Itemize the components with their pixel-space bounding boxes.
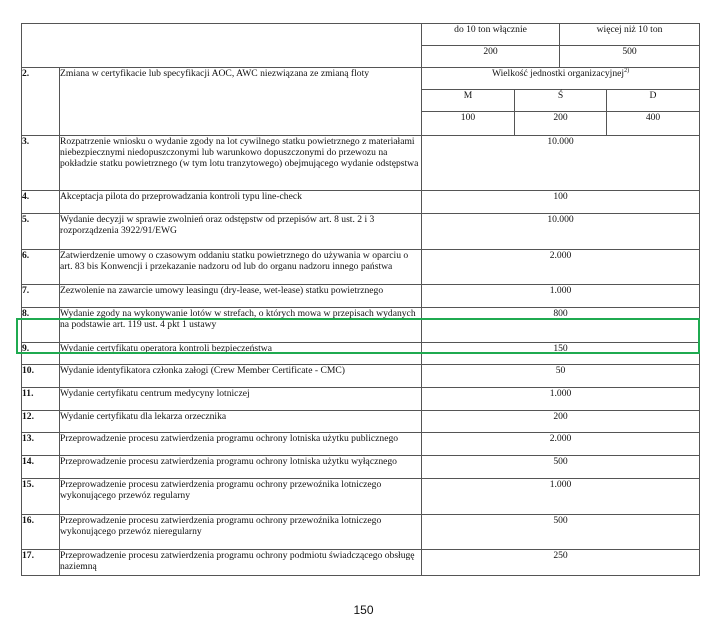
row-description: Rozpatrzenie wniosku o wydanie zgody na lot cywilnego statku powietrznego z materiałami niebezpiecznymi niedopuszczonymi lub warunkowo dopuszczonymi do przewozu na pokładzie statku powietrznego (w tym lotu tranzytowego) obejmującego wydanie odstępstwa (60, 136, 422, 191)
row-description: Zezwolenie na zawarcie umowy leasingu (dry-lease, wet-lease) statku powietrznego (60, 285, 422, 308)
table-row (22, 343, 700, 365)
row-number: 2. (22, 68, 60, 136)
table-row (22, 365, 700, 388)
row-description: Wydanie decyzji w sprawie zwolnień oraz odstępstw od przepisów art. 8 ust. 2 i 3 rozporządzenia 3922/91/EWG (60, 214, 422, 250)
weight-class-a-label: do 10 ton włącznie (422, 24, 560, 46)
row-fee: 500 (422, 456, 700, 479)
row-number: 14. (22, 456, 60, 479)
row-fee: 100 (422, 191, 700, 214)
row-description: Wydanie certyfikatu dla lekarza orzecznika (60, 411, 422, 433)
row-description: Zmiana w certyfikacie lub specyfikacji AOC, AWC niezwiązana ze zmianą floty (60, 68, 422, 136)
row-description: Wydanie identyfikatora członka załogi (Crew Member Certificate - CMC) (60, 365, 422, 388)
row-fee: 2.000 (422, 433, 700, 456)
unit-size-s-value: 200 (515, 112, 607, 136)
weight-class-b-value: 500 (560, 46, 700, 68)
empty-cell (22, 24, 422, 68)
row-number: 12. (22, 411, 60, 433)
table-row (22, 479, 700, 515)
unit-size-m-value: 100 (422, 112, 515, 136)
table-row (22, 515, 700, 550)
unit-size-d-label: D (607, 90, 700, 112)
row-description: Przeprowadzenie procesu zatwierdzenia programu ochrony podmiotu świadczącego obsługę naziemną (60, 550, 422, 576)
row-description: Przeprowadzenie procesu zatwierdzenia programu ochrony przewoźnika lotniczego wykonującego przewóz nieregularny (60, 515, 422, 550)
row-number: 7. (22, 285, 60, 308)
row-description: Wydanie certyfikatu centrum medycyny lotniczej (60, 388, 422, 411)
row-fee: 10.000 (422, 136, 700, 191)
row-fee: 1.000 (422, 479, 700, 515)
table-row (22, 285, 700, 308)
row-number: 11. (22, 388, 60, 411)
row-number: 13. (22, 433, 60, 456)
row-number: 6. (22, 250, 60, 285)
unit-size-header: Wielkość jednostki organizacyjnej$^{2)}$ (422, 68, 700, 90)
row-description: Przeprowadzenie procesu zatwierdzenia programu ochrony lotniska użytku wyłącznego (60, 456, 422, 479)
table-row (22, 191, 700, 214)
table-row (22, 214, 700, 250)
unit-size-m-label: M (422, 90, 515, 112)
row-fee: 1.000 (422, 285, 700, 308)
table-row (22, 136, 700, 191)
row-number: 10. (22, 365, 60, 388)
row-number: 17. (22, 550, 60, 576)
weight-class-a-value: 200 (422, 46, 560, 68)
row-description: Przeprowadzenie procesu zatwierdzenia programu ochrony przewoźnika lotniczego wykonującego przewóz regularny (60, 479, 422, 515)
unit-size-s-label: Ś (515, 90, 607, 112)
page-number: 150 (353, 603, 374, 617)
row-number: 4. (22, 191, 60, 214)
weight-class-b-label: więcej niż 10 ton (560, 24, 700, 46)
row-fee: 800 (422, 308, 700, 343)
row-fee: 2.000 (422, 250, 700, 285)
row-description: Wydanie zgody na wykonywanie lotów w strefach, o których mowa w przepisach wydanych na podstawie art. 119 ust. 4 pkt 1 ustawy (60, 308, 422, 343)
table-row (22, 68, 700, 90)
row-fee: 50 (422, 365, 700, 388)
row-number: 5. (22, 214, 60, 250)
row-fee: 250 (422, 550, 700, 576)
table-row-highlighted (22, 308, 700, 343)
table-row (22, 388, 700, 411)
row-fee: 150 (422, 343, 700, 365)
table-row (22, 433, 700, 456)
row-number: 15. (22, 479, 60, 515)
row-fee: 200 (422, 411, 700, 433)
row-description: Zatwierdzenie umowy o czasowym oddaniu statku powietrznego do używania w oparciu o art. 83 bis Konwencji i przekazanie nadzoru od lub do organu nadzoru innego państwa (60, 250, 422, 285)
row-number: 9. (22, 343, 60, 365)
row-description: Wydanie certyfikatu operatora kontroli bezpieczeństwa (60, 343, 422, 365)
row-description: Akceptacja pilota do przeprowadzania kontroli typu line-check (60, 191, 422, 214)
weight-header-row (22, 24, 700, 46)
row-number: 3. (22, 136, 60, 191)
row-description: Przeprowadzenie procesu zatwierdzenia programu ochrony lotniska użytku publicznego (60, 433, 422, 456)
footnote-marker: 2) (624, 67, 630, 74)
fee-table (21, 23, 700, 576)
row-fee: 10.000 (422, 214, 700, 250)
row-number: 8. (22, 308, 60, 343)
row-fee: 500 (422, 515, 700, 550)
table-row (22, 456, 700, 479)
unit-size-d-value: 400 (607, 112, 700, 136)
table-row (22, 411, 700, 433)
row-fee: 1.000 (422, 388, 700, 411)
table-row (22, 550, 700, 576)
row-number: 16. (22, 515, 60, 550)
table-row (22, 250, 700, 285)
